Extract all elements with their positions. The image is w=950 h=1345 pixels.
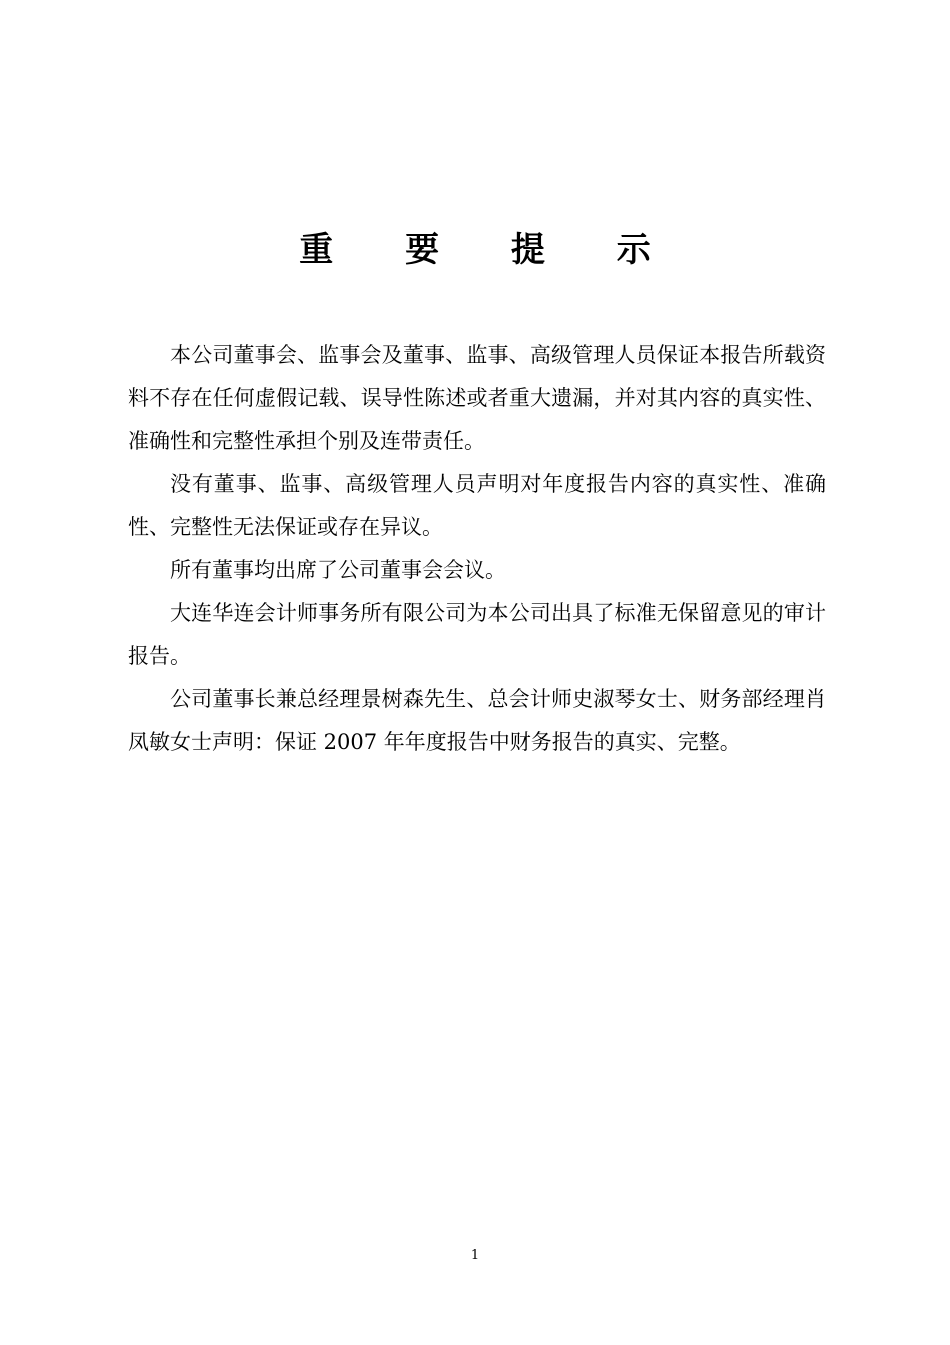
paragraph-responsibility-statement: 本公司董事会、监事会及董事、监事、高级管理人员保证本报告所载资料不存在任何虚假记载、误导性陈述或者重大遗漏，并对其内容的真实性、准确性和完整性承担个别及连带责任。: [128, 343, 826, 453]
paragraph-no-objection: 没有董事、监事、高级管理人员声明对年度报告内容的真实性、准确性、完整性无法保证或存在异议。: [128, 472, 826, 539]
document-body: [128, 334, 826, 764]
paragraph-audit-opinion: 大连华连会计师事务所有限公司为本公司出具了标准无保留意见的审计报告。: [128, 601, 826, 668]
page-number: 1: [470, 1248, 480, 1263]
page-title: 重 要 提 示: [299, 230, 681, 270]
paragraph-officer-declaration: 公司董事长兼总经理景树森先生、总会计师史淑琴女士、财务部经理肖凤敏女士声明：保证 2007 年年度报告中财务报告的真实、完整。: [128, 687, 826, 754]
paragraph-board-attendance: 所有董事均出席了公司董事会会议。: [170, 558, 506, 582]
